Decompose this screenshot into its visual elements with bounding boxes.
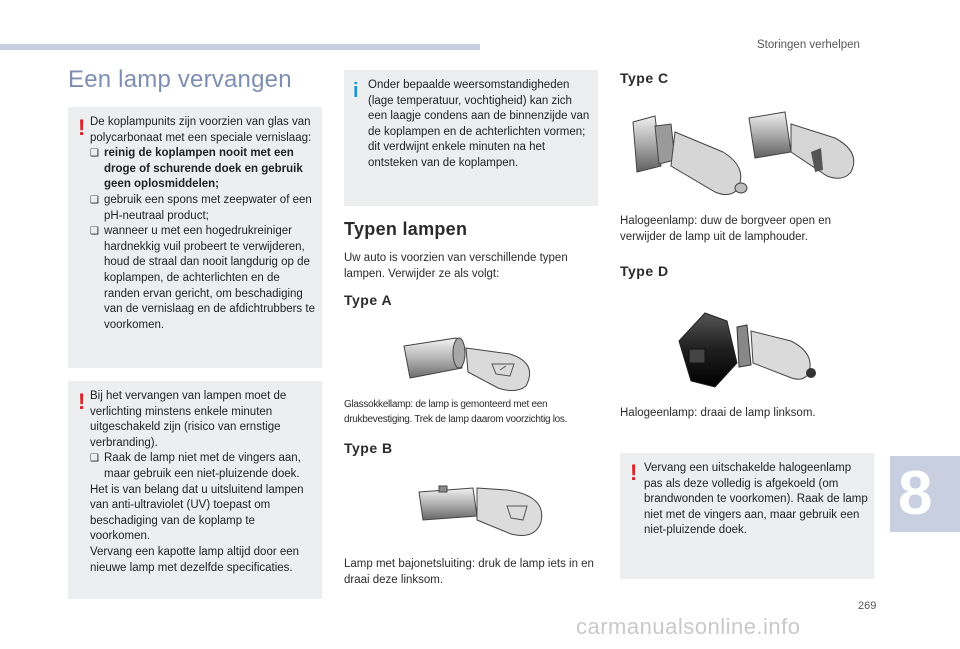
type-c-text: Halogeenlamp: duw de borgveer open en verwijder de lamp uit de lamphouder. [620, 215, 831, 243]
info-text: Onder bepaalde weersomstandigheden (lage temperatuur, vochtigheid) kan zich een laagje condens aan de binnenzijde van de koplampen en de achterlichten vormen; dit verdwijnt enkele minuten na het ontsteken van de koplampen. [368, 79, 590, 169]
exclamation-icon: ! [78, 389, 86, 414]
warning-box-replacement [68, 381, 322, 599]
warning-spec-text: Vervang een kapotte lamp altijd door een nieuwe lamp met dezelfde specificaties. [90, 545, 300, 574]
type-c-bulb-image [625, 108, 865, 198]
warning-intro: De koplampunits zijn voorzien van glas van polycarbonaat met een speciale vernislaag: [90, 116, 312, 144]
checkbox-bullet-icon: ❑ [90, 453, 99, 465]
chapter-number: 8 [898, 459, 933, 528]
list-item: ❑ reinig de koplampen nooit met een droge of schurende doek en gebruik geen oplosmiddelen; [90, 147, 303, 191]
type-a-title: Type A [344, 292, 393, 308]
section-header: Storingen verhelpen [757, 39, 860, 51]
type-b-title: Type B [344, 440, 393, 456]
type-b-bulb-image [415, 476, 555, 542]
warning-box-polycarbonate [68, 107, 322, 368]
header-bar [0, 44, 480, 50]
checkbox-bullet-icon: ❑ [90, 194, 99, 206]
page-title: Een lamp vervangen [68, 66, 292, 93]
checkbox-bullet-icon: ❑ [90, 226, 99, 238]
type-d-title: Type D [620, 263, 669, 279]
list-item: ❑ Raak de lamp niet met de vingers aan, maar gebruik een niet-pluizende doek. [90, 452, 301, 480]
watermark: carmanualsonline.info [576, 614, 801, 639]
list-item: ❑ wanneer u met een hogedrukreiniger hardnekkig vuil probeert te verwijderen, houd de straal dan nooit langdurig op de koplampen, de achterlichten en de randen ervan gericht, om beschadiging van de vernislaag en de afdichtrubbers te voorkomen. [90, 225, 315, 331]
warning-intro: Bij het vervangen van lampen moet de verlichting minstens enkele minuten uitgeschakeld zijn (risico van ernstige verbranding). [90, 390, 287, 449]
list-item: ❑ gebruik een spons met zeepwater of een pH-neutraal product; [90, 193, 312, 222]
warning-box-halogen [620, 453, 874, 579]
types-heading: Typen lampen [344, 219, 468, 239]
type-d-text: Halogeenlamp: draai de lamp linksom. [620, 407, 816, 419]
types-intro: Uw auto is voorzien van verschillende typen lampen. Verwijder ze als volgt: [344, 252, 568, 280]
warning-halogen-text: Vervang een uitschakelde halogeenlamp pas als deze volledig is afgekoeld (om brandwonden te voorkomen). Raak de lamp niet met de vingers aan, maar gebruik een niet-pluizende doek. [644, 462, 868, 537]
warning-uv-text: Het is van belang dat u uitsluitend lampen van anti-ultraviolet (UV) toepast om beschadiging van de koplamp te voorkomen. [90, 483, 304, 543]
type-c-title: Type C [620, 70, 669, 86]
type-a-text: Glassokkellamp: de lamp is gemonteerd met een drukbevestiging. Trek de lamp daarom voorzichtig los. [344, 399, 568, 425]
exclamation-icon: ! [78, 115, 86, 140]
page-number: 269 [858, 600, 877, 612]
type-a-bulb-image [398, 328, 543, 396]
info-icon: i [353, 80, 359, 102]
checkbox-bullet-icon: ❑ [90, 148, 99, 160]
type-d-bulb-image [675, 307, 825, 397]
type-b-text: Lamp met bajonetsluiting: druk de lamp iets in en draai deze linksom. [344, 558, 594, 586]
exclamation-icon: ! [630, 460, 638, 485]
info-box-condensation [344, 70, 598, 206]
